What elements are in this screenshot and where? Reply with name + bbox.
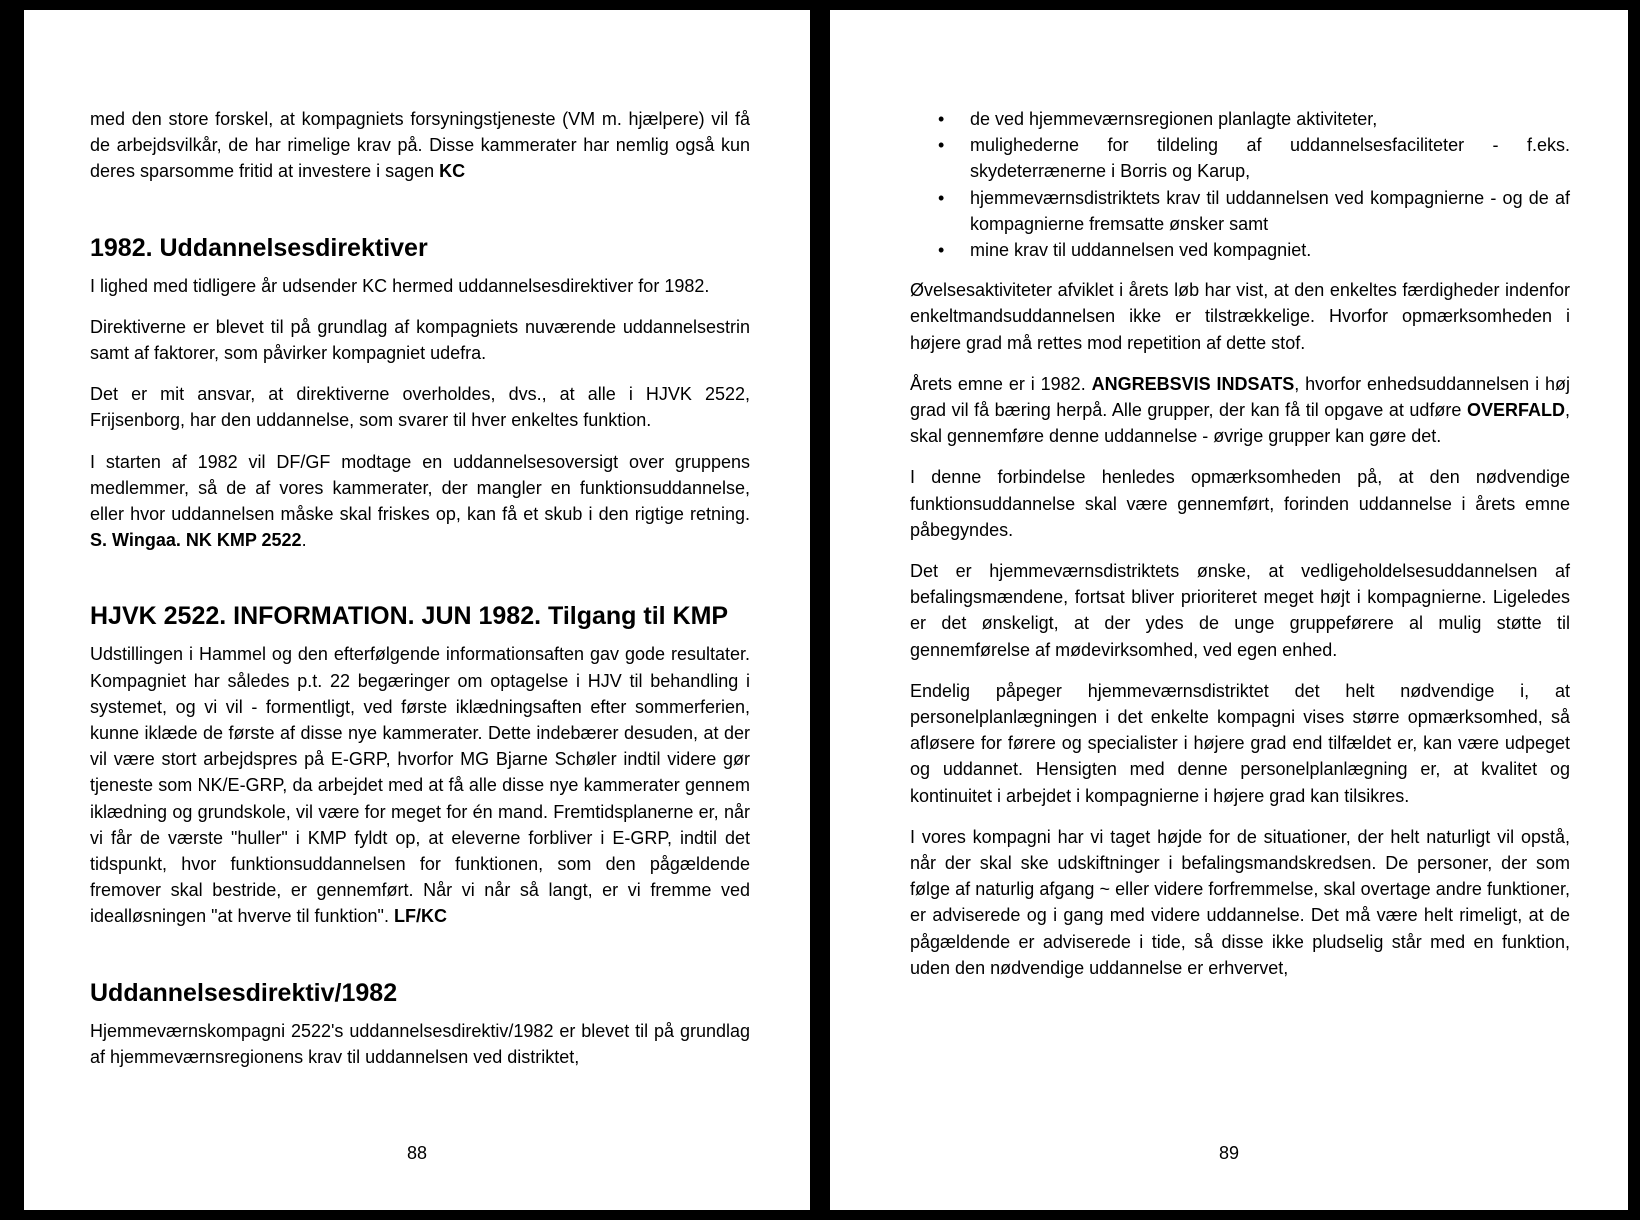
page-body: [910, 277, 1570, 981]
bold-text: ANGREBSVIS INDSATS: [1091, 373, 1295, 394]
paragraph: [90, 106, 750, 185]
page-number: 89: [1218, 1143, 1240, 1163]
bold-text: KC: [439, 161, 466, 182]
page-body: [90, 106, 750, 1070]
bullet-item: • mulighederne for tildeling af uddannelsesfaciliteter - f.eks. skydeterrænerne i Borris og Karup,: [970, 132, 1570, 184]
page-right: [830, 10, 1628, 1210]
section-heading: Uddannelsesdirektiv/1982: [90, 978, 398, 1007]
paragraph: [910, 464, 1570, 543]
text-run: I lighed med tidligere år udsender KC hermed uddannelsesdirektiver for 1982.: [90, 275, 710, 296]
paragraph: [910, 678, 1570, 809]
text-run: med den store forskel, at kompagniets forsyningstjeneste (VM m. hjælpere) vil få de arbejdsvilkår, de har rimelige krav på. Disse kammerater har nemlig også kun deres sparsomme fritid at investere i sagen: [90, 109, 750, 182]
text-run: .: [301, 530, 307, 551]
paragraph: [910, 371, 1570, 450]
section-heading: 1982. Uddannelsesdirektiver: [90, 233, 428, 262]
text-run: I vores kompagni har vi taget højde for de situationer, der helt naturligt vil opstå, når der skal ske udskiftninger i befalingsmandskredsen. De personer, der som følge af naturlig afgang ~ eller videre forfremmelse, skal overtage andre funktioner, er adviserede og i gang med videre uddannelse. Det må være helt rimeligt, at de pågældende er adviserede i tide, så disse ikke pludselig står med en funktion, uden den nødvendige uddannelse er erhvervet,: [910, 826, 1570, 978]
paragraph: [910, 277, 1570, 356]
paragraph: [90, 641, 750, 929]
paragraph: [90, 1018, 750, 1070]
bullet-item: • hjemmeværnsdistriktets krav til uddannelsen ved kompagnierne - og de af kompagnierne fremsatte ønsker samt: [970, 185, 1570, 237]
paragraph: [90, 314, 750, 366]
text-run: Det er hjemmeværnsdistriktets ønske, at vedligeholdelsesuddannelsen af befalingsmændene, fortsat bliver prioriteret meget højt i kompagnierne. Ligeledes er det ønskeligt, at der ydes de unge gruppeførere al mulig støtte til gennemførelse af mødevirksomhed, ved egen enhed.: [910, 561, 1570, 660]
bullet-item: • mine krav til uddannelsen ved kompagniet.: [970, 237, 1570, 263]
text-run: Udstillingen i Hammel og den efterfølgende informationsaften gav gode resultater. Kompagniet har således p.t. 22 begæringer om optagelse i HJV til behandling i systemet, og vi vil - formentligt, ved første iklædningsaften efter sommerferien, kunne iklæde de første af disse nye kammerater. Dette indebærer desuden, at der vil være stort arbejdspres på E-GRP, hvorfor MG Bjarne Schøler indtil videre gør tjeneste som NK/E-GRP, da arbejdet med at få alle disse nye kammerater gennem iklædning og grundskole, vil være for meget for én mand. Fremtidsplanerne er, når vi får de værste "huller" i KMP fyldt op, at eleverne forbliver i E-GRP, indtil det tidspunkt, hvor funktionsuddannelsen for funktionen, som den pågældende fremover skal bestride, er gennemført. Når vi når så langt, er vi fremme ved idealløsningen "at hverve til funktion".: [90, 644, 750, 927]
text-run: Det er mit ansvar, at direktiverne overholdes, dvs., at alle i HJVK 2522, Frijsenborg, har den uddannelse, som svarer til hver enkeltes funktion.: [90, 384, 750, 431]
bold-text: LF/KC: [393, 906, 447, 927]
bullet-list: [910, 106, 1570, 263]
text-run: I starten af 1982 vil DF/GF modtage en uddannelsesoversigt over gruppens medlemmer, så de af vores kammerater, der mangler en funktionsuddannelse, eller hvor uddannelsen måske skal friskes op, kan få et skub i den rigtige retning.: [90, 451, 750, 525]
paragraph: [910, 558, 1570, 663]
bullet-item: • de ved hjemmeværnsregionen planlagte aktiviteter,: [970, 106, 1570, 132]
text-run: , hvorfor enhedsuddannelsen i høj grad vil få bæring herpå. Alle grupper, der kan få til opgave at udføre: [910, 373, 1570, 421]
section-heading: HJVK 2522. INFORMATION. JUN 1982. Tilgang til KMP: [90, 602, 729, 631]
paragraph: [910, 824, 1570, 981]
text-run: Endelig påpeger hjemmeværnsdistriktet det helt nødvendige i, at personelplanlægningen i det enkelte kompagni vises større opmærksomhed, så afløsere for førere og specialister i højere grad end tilfældet er, kan være udpeget og uddannet. Hensigten med denne personelplanlægning er, at kvalitet og kontinuitet i arbejdet i kompagnierne i højere grad kan tilsikres.: [910, 680, 1570, 806]
text-run: Øvelsesaktiviteter afviklet i årets løb har vist, at den enkeltes færdigheder indenfor enkeltmandsuddannelsen ikke er tilstrækkelige. Hvorfor opmærksomheden i højere grad må rettes mod repetition af dette stof.: [910, 280, 1570, 353]
text-run: , skal gennemføre denne uddannelse - øvrige grupper kan gøre det.: [910, 400, 1570, 447]
text-run: I denne forbindelse henledes opmærksomheden på, at den nødvendige funktionsuddannelse skal være gennemført, forinden uddannelse i årets emne påbegyndes.: [910, 467, 1570, 540]
bold-text: OVERFALD: [1466, 400, 1565, 421]
text-run: Direktiverne er blevet til på grundlag af kompagniets nuværende uddannelsestrin samt af faktorer, som påvirker kompagniet udefra.: [90, 316, 750, 364]
bold-text: S. Wingaa. NK KMP 2522: [90, 530, 302, 551]
paragraph: [90, 273, 750, 299]
text-run: Årets emne er i 1982.: [910, 373, 1092, 394]
paragraph: [90, 449, 750, 554]
page-number: 88: [406, 1143, 428, 1163]
text-run: Hjemmeværnskompagni 2522's uddannelsesdirektiv/1982 er blevet til på grundlag af hjemmeværnsregionens krav til uddannelsen ved distriktet,: [90, 1020, 750, 1067]
paragraph: [90, 381, 750, 433]
page-left: [24, 10, 810, 1210]
